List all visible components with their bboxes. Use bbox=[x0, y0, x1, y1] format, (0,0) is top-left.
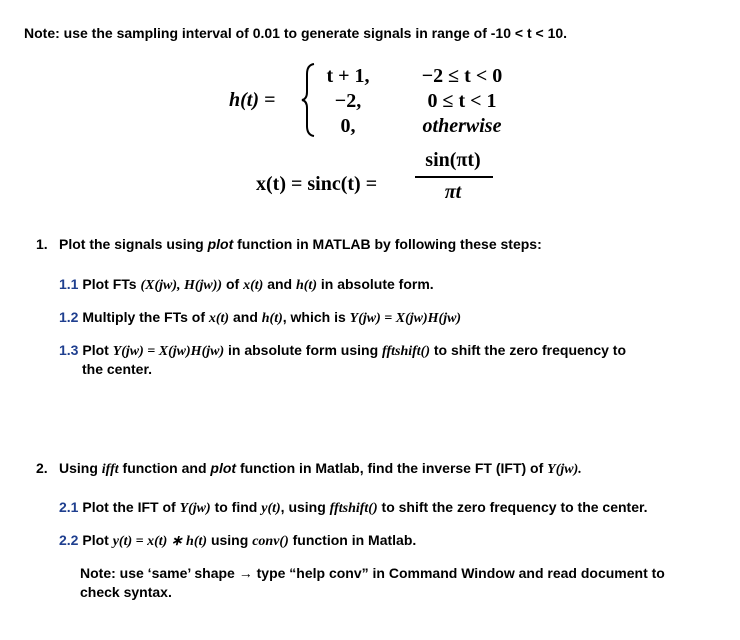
q1-step-1-2: 1.2 Multiply the FTs of x(t) and h(t), which is Y(jw) = X(jw)H(jw) bbox=[59, 309, 462, 326]
h-definition-lhs: h(t) = bbox=[229, 89, 276, 111]
h-case-1-expr: t + 1, bbox=[326, 65, 370, 87]
q2-step-2-1: 2.1 Plot the IFT of Y(jw) to find y(t), using fftshift() to shift the zero frequency to the center. bbox=[59, 499, 648, 516]
h-case-2-cond: 0 ≤ t < 1 bbox=[427, 90, 497, 112]
q2-number: 2. bbox=[36, 460, 48, 476]
h-case-2-expr: −2, bbox=[334, 90, 362, 112]
h-case-1-cond: −2 ≤ t < 0 bbox=[421, 65, 503, 87]
q2-text: Using ifft function and plot function in Matlab, find the inverse FT (IFT) of Y(jw). bbox=[59, 460, 582, 477]
h-case-3-expr: 0, bbox=[340, 115, 356, 137]
q1-number: 1. bbox=[36, 236, 48, 252]
q1-text: Plot the signals using plot function in MATLAB by following these steps: bbox=[59, 236, 542, 252]
q2-note-line-2: check syntax. bbox=[80, 584, 172, 600]
fraction-bar bbox=[415, 176, 493, 178]
h-case-3-cond: otherwise bbox=[422, 115, 502, 137]
left-brace-icon bbox=[300, 62, 318, 138]
q2-step-2-2: 2.2 Plot y(t) = x(t) ∗ h(t) using conv() function in Matlab. bbox=[59, 532, 417, 549]
q1-step-1-1: 1.1 Plot FTs (X(jw), H(jw)) of x(t) and h(t) in absolute form. bbox=[59, 276, 434, 293]
top-note: Note: use the sampling interval of 0.01 to generate signals in range of -10 < t < 10. bbox=[24, 25, 568, 41]
x-definition-lhs: x(t) = sinc(t) = bbox=[256, 173, 378, 195]
sinc-numerator: sin(πt) bbox=[425, 149, 481, 171]
q2-note-line-1: Note: use ‘same’ shape → type “help conv” in Command Window and read document to bbox=[80, 565, 665, 581]
q1-step-1-3-continued: the center. bbox=[82, 361, 153, 377]
sinc-denominator: πt bbox=[444, 181, 462, 203]
q1-step-1-3: 1.3 Plot Y(jw) = X(jw)H(jw) in absolute form using fftshift() to shift the zero frequency to bbox=[59, 342, 627, 359]
